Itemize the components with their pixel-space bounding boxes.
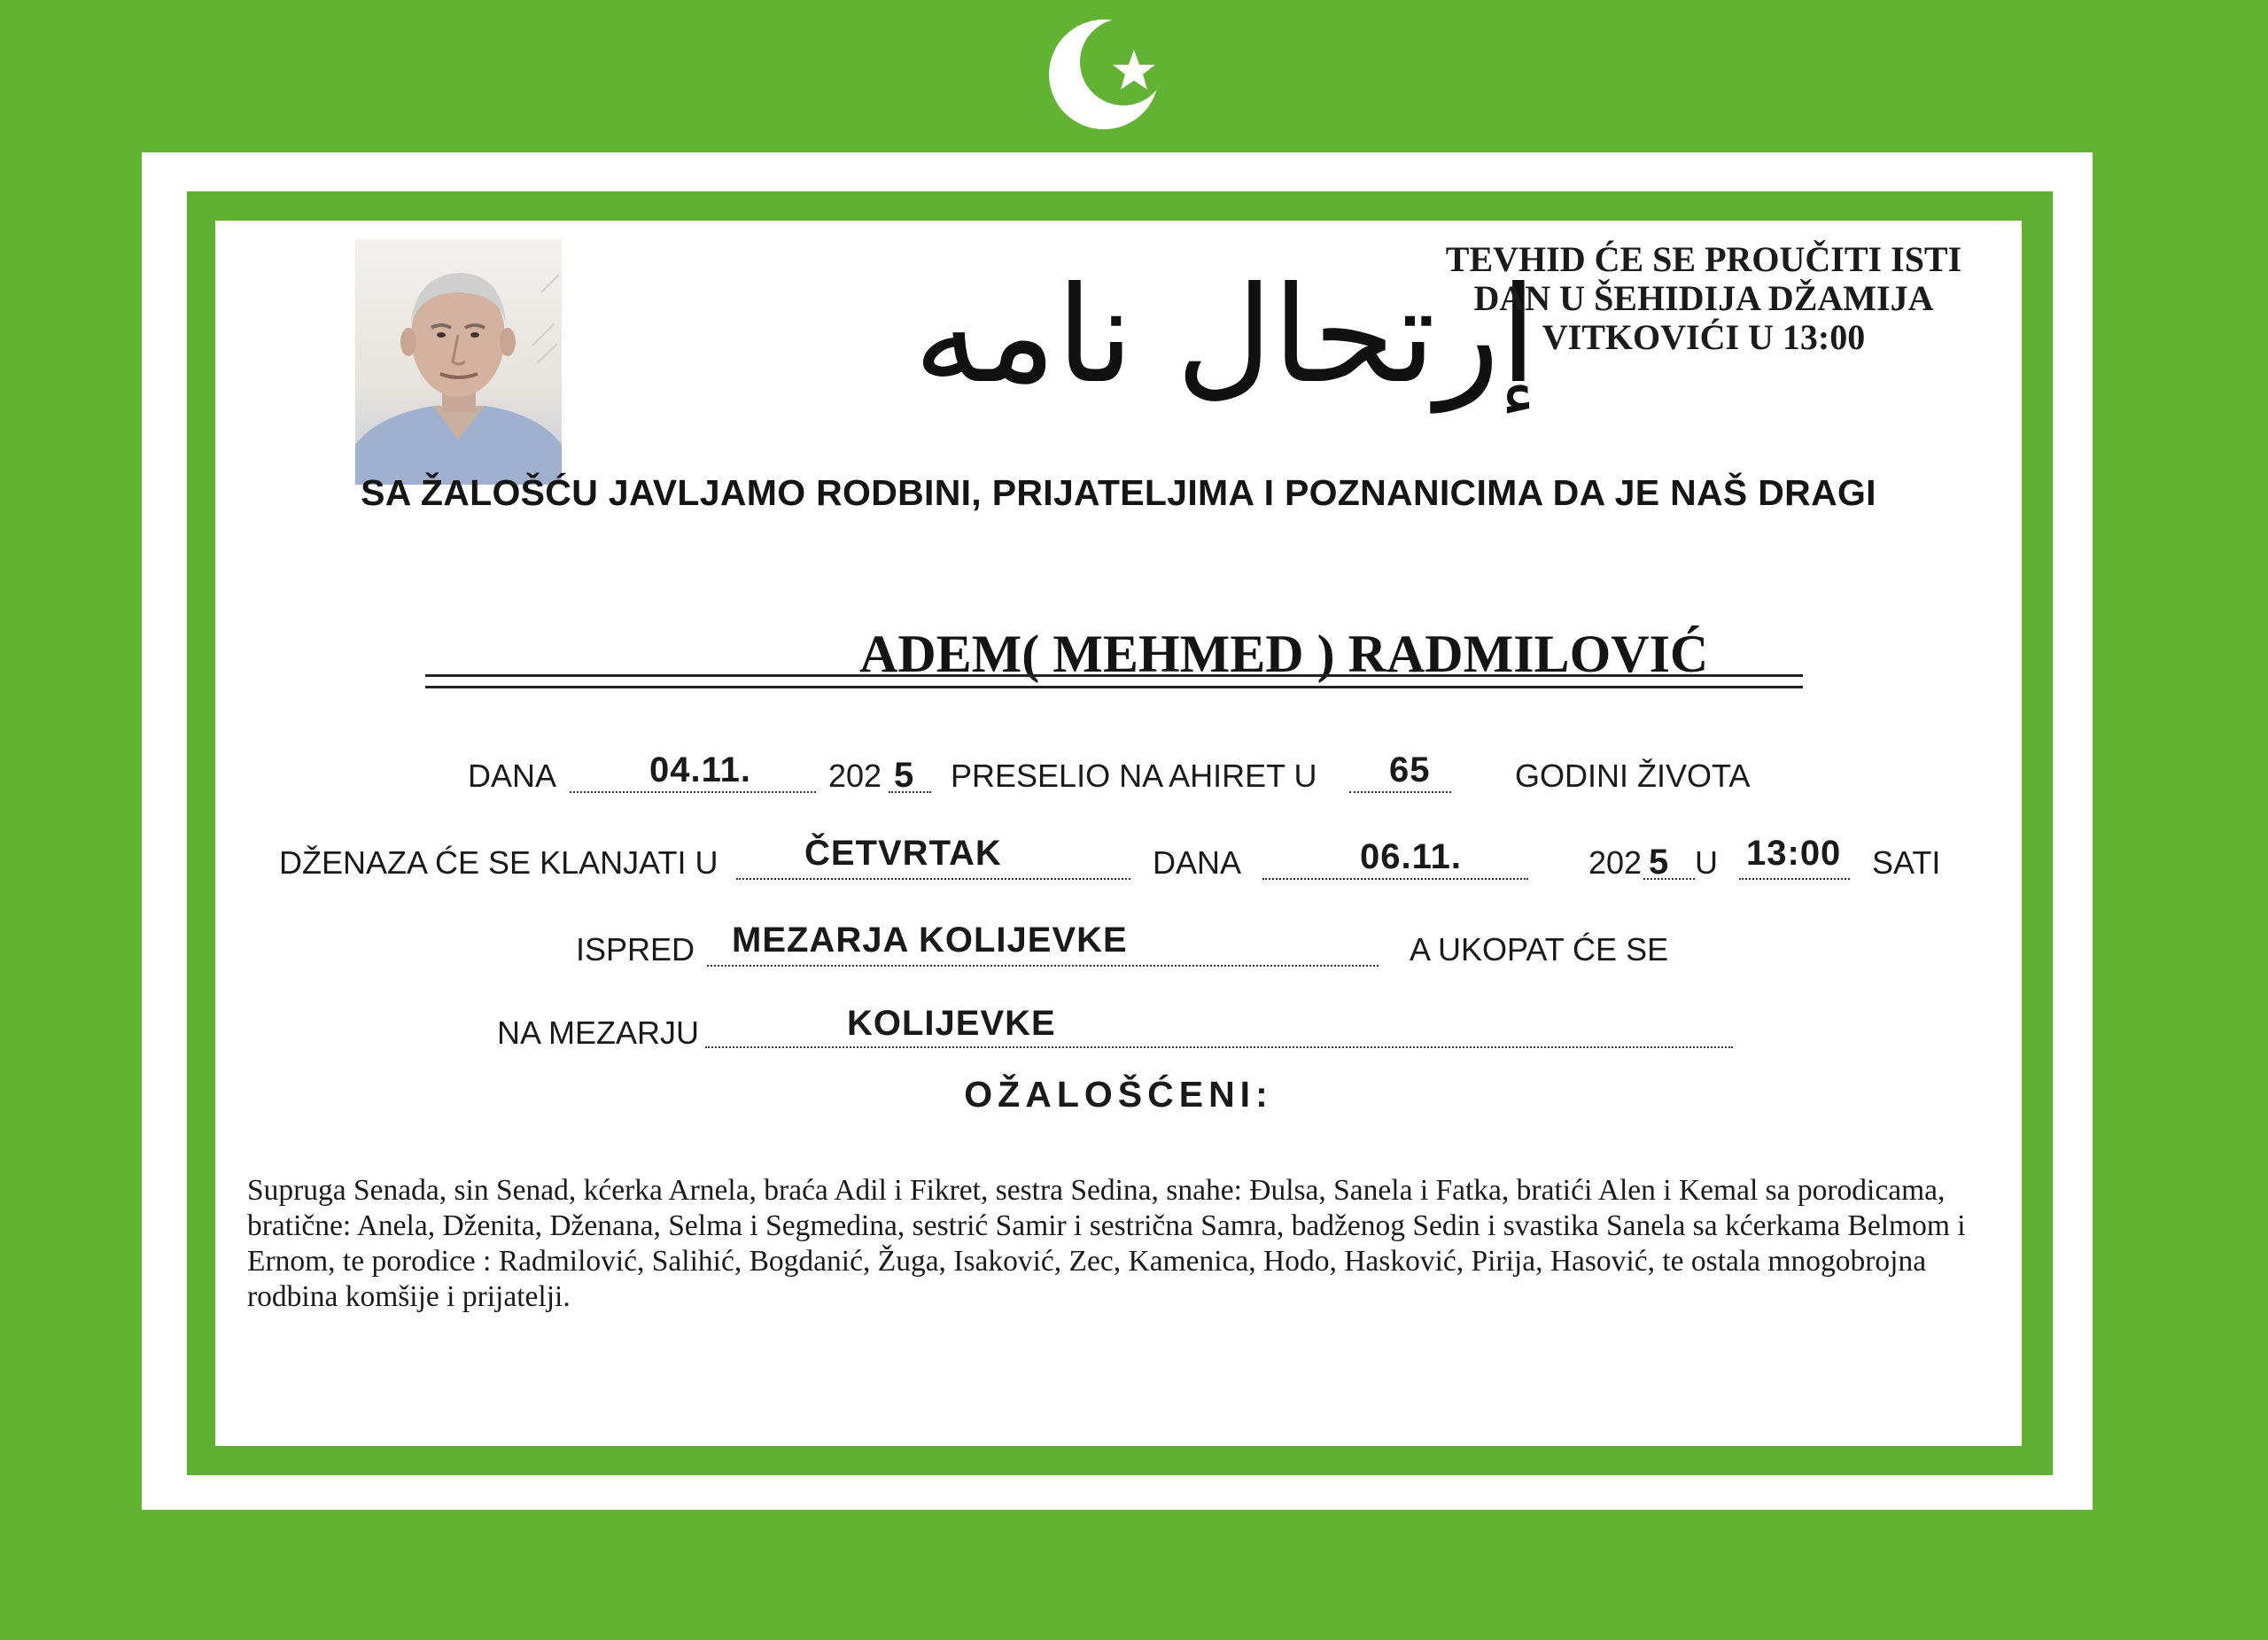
mezarje-dots	[705, 1046, 1733, 1048]
day-dots	[736, 878, 1130, 880]
dzenaza-time: 13:00	[1746, 834, 1842, 873]
tevhid-line: VITKOVIĆI U 13:00	[1542, 317, 1866, 357]
ozaloscani-title: OŽALOŠĆENI:	[964, 1074, 1273, 1115]
dzenaza-label: DŽENAZA ĆE SE KLANJATI U	[279, 844, 718, 881]
year-prefix: 202	[828, 758, 882, 794]
dzenaza-date: 06.11.	[1360, 837, 1463, 876]
deceased-name: ADEM( MEHMED ) RADMILOVIĆ	[859, 625, 1709, 683]
time-dots	[1739, 878, 1850, 880]
ukop-label: A UKOPAT ĆE SE	[1410, 931, 1669, 968]
age-dots	[1349, 791, 1451, 793]
tevhid-notice	[1402, 240, 2005, 357]
ispred-dots	[707, 965, 1379, 967]
mezarje-place: KOLIJEVKE	[847, 1004, 1056, 1043]
name-underline	[425, 674, 1803, 688]
ispred-place: MEZARJA KOLIJEVKE	[732, 921, 1128, 960]
crescent-star-icon	[1049, 12, 1173, 136]
intro-text: SA ŽALOŠĆU JAVLJAMO RODBINI, PRIJATELJIMA I POZNANICIMA DA JE NAŠ DRAGI	[361, 472, 1876, 513]
obituary-card	[215, 221, 2022, 1446]
dzenaza-date-dots	[1262, 878, 1528, 880]
u-label: U	[1695, 844, 1718, 881]
mezarje-row	[215, 1002, 2022, 1055]
ispred-label: ISPRED	[576, 931, 695, 968]
arabic-title: إرتحال نامه	[913, 259, 1537, 413]
godini-label: GODINI ŽIVOTA	[1515, 758, 1751, 794]
dzenaza-year-dots	[1643, 878, 1695, 880]
deceased-photo	[355, 239, 562, 485]
age-value: 65	[1389, 750, 1431, 789]
tevhid-line: DAN U ŠEHIDIJA DŽAMIJA	[1473, 278, 1934, 318]
dzenaza-day: ČETVRTAK	[804, 834, 1002, 873]
dzenaza-year-digit: 5	[1649, 843, 1670, 882]
dana-label: DANA	[468, 758, 557, 794]
death-row	[215, 745, 2022, 798]
date-dots	[570, 791, 816, 793]
sati-label: SATI	[1872, 844, 1941, 881]
dzenaza-dana-label: DANA	[1153, 844, 1242, 881]
year-dots	[889, 791, 931, 793]
death-date: 04.11.	[649, 750, 752, 789]
tevhid-line: TEVHID ĆE SE PROUČITI ISTI	[1445, 239, 1962, 279]
dzenaza-year-prefix: 202	[1588, 844, 1643, 881]
year-digit: 5	[894, 756, 915, 795]
mourners-text: Supruga Senada, sin Senad, kćerka Arnela, braća Adil i Fikret, sestra Sedina, snahe: Đulsa, Sanela i Fatka, bratići Alen i Kemal sa porodicama, bratične: Anela, Dženita, Dženana, Selma i Segmedina, sestrić Samir i sestrična Samra, badženog Sedin i svastika Sanela sa kćerkama Belmom i Ernom, te porodice : Radmilović, Salihić, Bogdanić, Žuga, Isaković, Zec, Kamenica, Hodo, Hasković, Pirija, Hasović, te ostala mnogobrojna rodbina komšije i prijatelji.	[247, 1174, 1966, 1313]
preselio-label: PRESELIO NA AHIRET U	[951, 758, 1317, 794]
mezarje-label: NA MEZARJU	[497, 1014, 700, 1051]
dzenaza-row	[215, 832, 2022, 885]
ispred-row	[215, 919, 2022, 972]
